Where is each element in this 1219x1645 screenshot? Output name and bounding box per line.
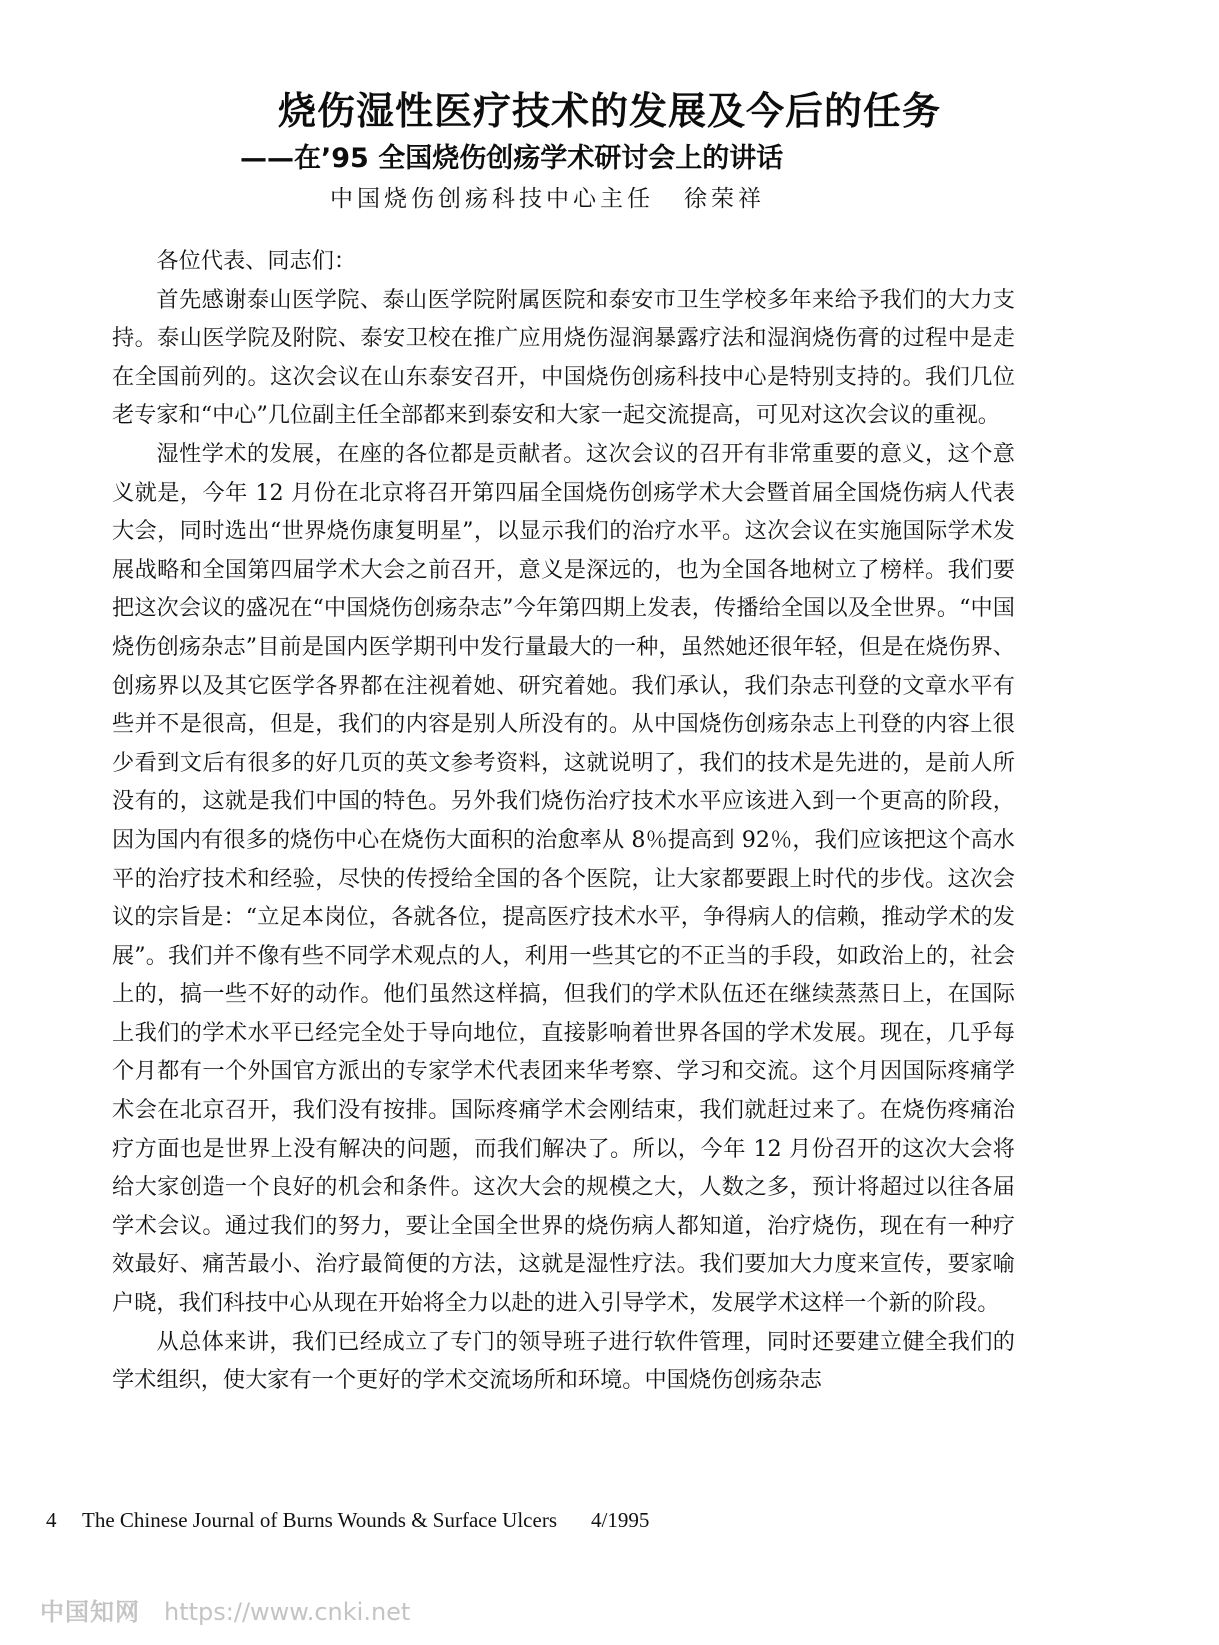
salutation: 各位代表、同志们： [156, 248, 357, 274]
byline [330, 180, 765, 213]
paragraph-2: 湿性学术的发展，在座的各位都是贡献者。这次会议的召开有非常重要的意义，这个意义就是，今年 12 月份在北京将召开第四届全国烧伤创疡学术大会暨首届全国烧伤病人代表大会，同时选出“世界烧伤康复明星”，以显示我们的治疗水平。这次会议在实施国际学术发展战略和全国第四届学术大会之前召开，意义是深远的，也为全国各地树立了榜样。我们要把这次会议的盛况在“中国烧伤创疡杂志”今年第四期上发表，传播给全国以及全世界。“中国烧伤创疡杂志”目前是国内医学期刊中发行量最大的一种，虽然她还很年轻，但是在烧伤界、创疡界以及其它医学各界都在注视着她、研究着她。我们承认，我们杂志刊登的文章水平有些并不是很高，但是，我们的内容是别人所没有的。从中国烧伤创疡杂志上刊登的内容上很少看到文后有很多的好几页的英文参考资料，这就说明了，我们的技术是先进的，是前人所没有的，这就是我们中国的特色。另外我们烧伤治疗技术水平应该进入到一个更高的阶段，因为国内有很多的烧伤中心在烧伤大面积的治愈率从 8％提高到 92％，我们应该把这个高水平的治疗技术和经验，尽快的传授给全国的各个医院，让大家都要跟上时代的步伐。这次会议的宗旨是：“立足本岗位，各就各位，提高医疗技术水平，争得病人的信赖，推动学术的发展”。我们并不像有些不同学术观点的人，利用一些其它的不正当的手段，如政治上的，社会上的，搞一些不好的动作。他们虽然这样搞，但我们的学术队伍还在继续蒸蒸日上，在国际上我们的学术水平已经完全处于导向地位，直接影响着世界各国的学术发展。现在，几乎每个月都有一个外国官方派出的专家学术代表团来华考察、学习和交流。这个月因国际疼痛学术会在北京召开，我们没有按排。国际疼痛学术会刚结束，我们就赶过来了。在烧伤疼痛治疗方面也是世界上没有解决的问题，而我们解决了。所以，今年 12 月份召开的这次大会将给大家创造一个良好的机会和条件。这次大会的规模之大，人数之多，预计将超过以往各届学术会议。通过我们的努力，要让全国全世界的烧伤病人都知道，治疗烧伤，现在有一种疗效最好、痛苦最小、治疗最简便的方法，这就是湿性疗法。我们要加大力度来宣传，要家喻户晓，我们科技中心从现在开始将全力以赴的进入引导学术，发展学术这样一个新的阶段。 [112, 440, 1015, 1317]
page-number: 4 [46, 1508, 57, 1532]
page-footer [46, 1508, 649, 1533]
journal-name: The Chinese Journal of Burns Wounds & Surface Ulcers [82, 1508, 557, 1532]
cnki-url: https://www.cnki.net [164, 1598, 411, 1626]
article-title: 烧伤湿性医疗技术的发展及今后的任务 [277, 89, 941, 133]
cnki-logo: 中国知网 [40, 1598, 140, 1626]
article-subtitle: ——在’95 全国烧伤创疡学术研讨会上的讲话 [240, 143, 784, 174]
paragraph-1: 首先感谢泰山医学院、泰山医学院附属医院和泰安市卫生学校多年来给予我们的大力支持。泰山医学院及附院、泰安卫校在推广应用烧伤湿润暴露疗法和湿润烧伤膏的过程中是走在全国前列的。这次会议在山东泰安召开，中国烧伤创疡科技中心是特别支持的。我们几位老专家和“中心”几位副主任全部都来到泰安和大家一起交流提高，可见对这次会议的重视。 [112, 286, 1015, 429]
cnki-watermark [40, 1592, 410, 1627]
author-name: 徐荣祥 [684, 186, 765, 212]
paragraph-3: 从总体来讲，我们已经成立了专门的领导班子进行软件管理，同时还要建立健全我们的学术组织，使大家有一个更好的学术交流场所和环境。中国烧伤创疡杂志 [112, 1328, 1015, 1394]
article-body [112, 242, 1015, 1400]
issue-number: 4/1995 [591, 1508, 650, 1532]
author-position: 中国烧伤创疡科技中心主任 [330, 186, 654, 212]
